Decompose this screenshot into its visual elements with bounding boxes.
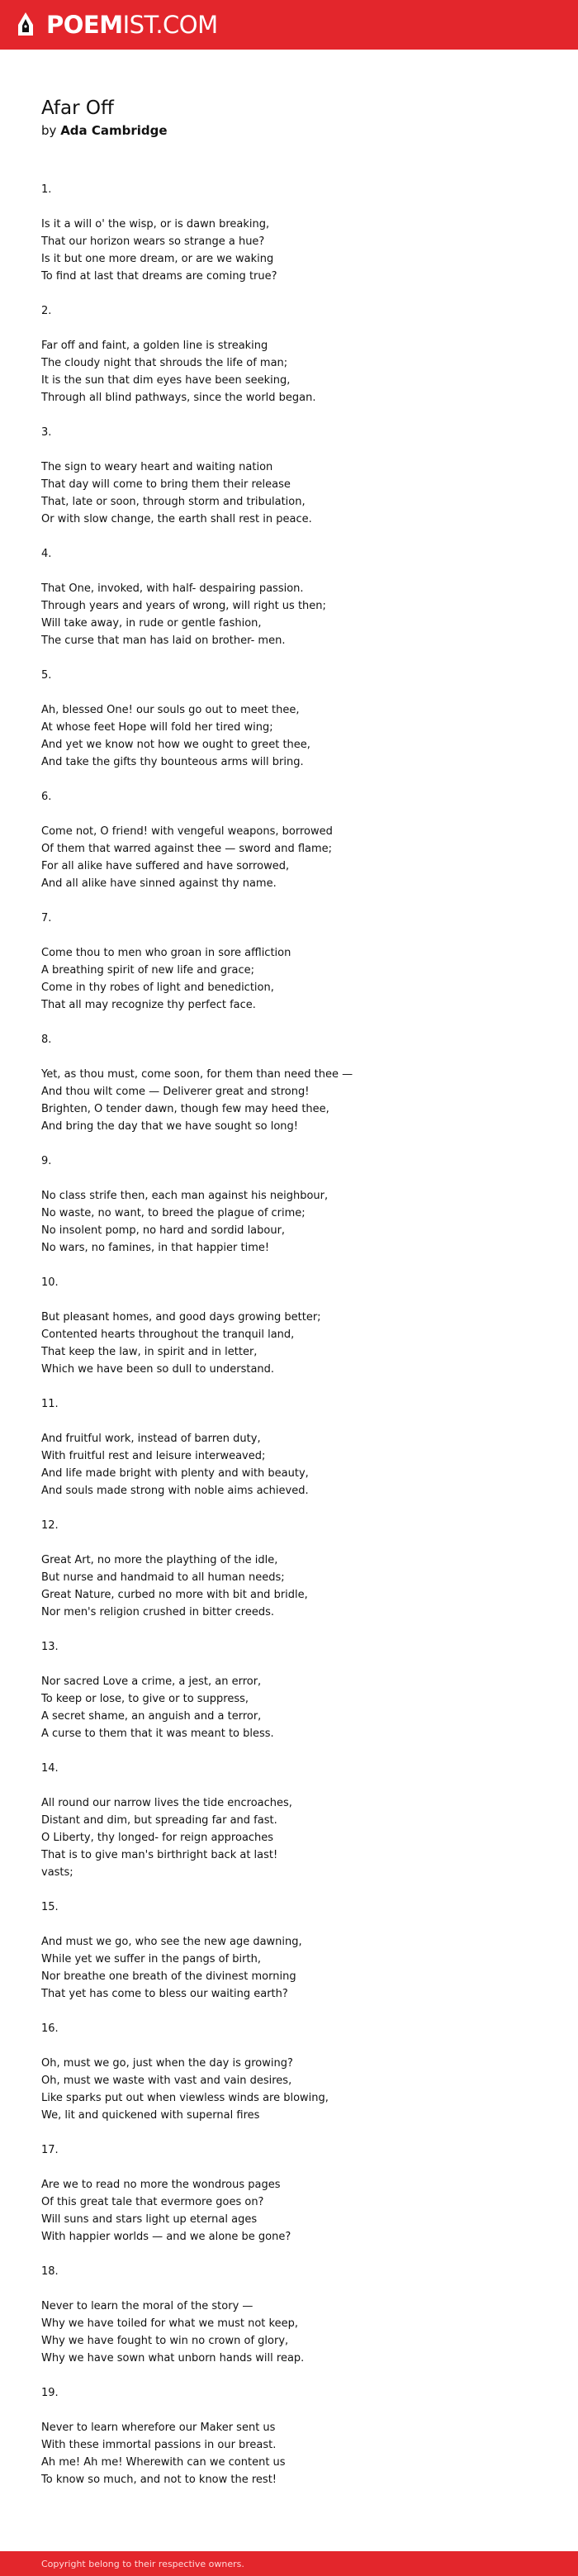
poem-line: That yet has come to bless our waiting earth? — [41, 1988, 288, 2000]
stanza — [41, 667, 553, 771]
poem-line: That our horizon wears so strange a hue? — [41, 235, 265, 248]
stanza-spacer — [41, 1048, 553, 1066]
logo-bold-text: POEM — [46, 11, 123, 39]
poem-body — [41, 181, 553, 2506]
poem-line: Nor breathe one breath of the divinest morning — [41, 1970, 296, 1983]
poem-line: Or with slow change, the earth shall rest in peace. — [41, 513, 312, 525]
stanza-spacer — [41, 1916, 553, 1933]
stanza — [41, 2020, 553, 2124]
poem-line: Of them that warred against thee — sword and flame; — [41, 843, 333, 855]
stanza-number: 12. — [41, 1519, 59, 1532]
poem-line: Come thou to men who groan in sore affliction — [41, 947, 291, 959]
poem-line: vasts; — [41, 1866, 73, 1879]
stanza-spacer — [41, 2159, 553, 2176]
poem-line: To keep or lose, to give or to suppress, — [41, 1693, 249, 1705]
poem-line: While yet we suffer in the pangs of birth, — [41, 1953, 261, 1965]
poem-line: Which we have been so dull to understand. — [41, 1363, 275, 1376]
poem-line: That is to give man's birthright back at last! — [41, 1849, 278, 1861]
poem-line: No class strife then, each man against his neighbour, — [41, 1190, 329, 1202]
poem-line: Through all blind pathways, since the world began. — [41, 392, 316, 404]
author-link[interactable]: Ada Cambridge — [60, 123, 168, 138]
stanza-number: 3. — [41, 426, 52, 439]
poem-line: For all alike have suffered and have sorrowed, — [41, 860, 290, 872]
stanza-spacer — [41, 1534, 553, 1552]
poem-line: The sign to weary heart and waiting nation — [41, 461, 273, 473]
poem-line: No wars, no famines, in that happier time! — [41, 1242, 270, 1254]
stanza — [41, 424, 553, 528]
stanza-spacer — [41, 1413, 553, 1430]
poem-line: Oh, must we waste with vast and vain desires, — [41, 2075, 292, 2087]
poem-line: Come in thy robes of light and benediction, — [41, 981, 274, 994]
poem-line: Contented hearts throughout the tranquil land, — [41, 1328, 295, 1341]
poem-line: But nurse and handmaid to all human needs; — [41, 1571, 285, 1584]
poem-line: To know so much, and not to know the rest! — [41, 2474, 277, 2486]
stanza — [41, 1274, 553, 1378]
poem-line: Is it a will o' the wisp, or is dawn breaking, — [41, 218, 270, 231]
poem-line: Through years and years of wrong, will right us then; — [41, 600, 326, 612]
poem-line: Nor sacred Love a crime, a jest, an error, — [41, 1675, 262, 1688]
stanza — [41, 1899, 553, 2003]
stanza-number: 16. — [41, 2022, 59, 2035]
stanza-number: 17. — [41, 2144, 59, 2156]
poem-line: That One, invoked, with half- despairing passion. — [41, 582, 304, 595]
copyright-text: Copyright belong to their respective owners. — [41, 2559, 244, 2569]
stanza — [41, 1031, 553, 1135]
stanza-number: 13. — [41, 1641, 59, 1653]
stanza-spacer — [41, 1170, 553, 1187]
poem-line: Great Nature, curbed no more with bit and bridle, — [41, 1589, 308, 1601]
stanza-spacer — [41, 441, 553, 459]
poem-line: With happier worlds — and we alone be gone? — [41, 2231, 291, 2243]
stanza-spacer — [41, 2037, 553, 2055]
stanza-spacer — [41, 927, 553, 944]
stanza — [41, 1153, 553, 1257]
poem-line: But pleasant homes, and good days growing better; — [41, 1311, 321, 1324]
poem-line: Yet, as thou must, come soon, for them than need thee — — [41, 1068, 353, 1081]
poem-line: No waste, no want, to breed the plague of crime; — [41, 1207, 306, 1219]
poem-title: Afar Off — [41, 97, 114, 119]
poem-line: Will suns and stars light up eternal ages — [41, 2213, 258, 2226]
stanza — [41, 302, 553, 406]
poem-line: At whose feet Hope will fold her tired wing; — [41, 721, 273, 734]
poem-line: And must we go, who see the new age dawning, — [41, 1936, 302, 1948]
stanza-number: 7. — [41, 912, 52, 924]
poem-line: Why we have toiled for what we must not keep, — [41, 2317, 298, 2330]
poem-byline — [41, 122, 537, 139]
stanza-number: 1. — [41, 183, 52, 196]
stanza-number: 2. — [41, 305, 52, 317]
stanza-spacer — [41, 1291, 553, 1309]
stanza — [41, 1517, 553, 1621]
stanza — [41, 910, 553, 1014]
stanza-spacer — [41, 320, 553, 337]
poem-line: Like sparks put out when viewless winds are blowing, — [41, 2092, 329, 2104]
poem-line: We, lit and quickened with supernal fires — [41, 2109, 260, 2122]
stanza-spacer — [41, 1656, 553, 1673]
stanza-number: 9. — [41, 1155, 52, 1167]
stanza-spacer — [41, 1777, 553, 1794]
stanza-number: 5. — [41, 669, 52, 682]
stanza-spacer — [41, 2280, 553, 2298]
stanza — [41, 545, 553, 649]
logo-wordmark — [46, 11, 218, 39]
poem-line: Distant and dim, but spreading far and fast. — [41, 1814, 277, 1827]
poem-line: That, late or soon, through storm and tribulation, — [41, 496, 306, 508]
poem-line: Are we to read no more the wondrous pages — [41, 2179, 281, 2191]
poem-line: Oh, must we go, just when the day is growing? — [41, 2057, 293, 2070]
poem-line: Great Art, no more the plaything of the idle, — [41, 1554, 278, 1566]
logo-light-text: IST.COM — [122, 11, 218, 39]
poem-line: Far off and faint, a golden line is streaking — [41, 340, 268, 352]
poem-line: With fruitful rest and leisure interweaved; — [41, 1450, 266, 1462]
poem-line: Never to learn the moral of the story — — [41, 2300, 253, 2312]
stanza-number: 18. — [41, 2265, 59, 2278]
stanza — [41, 181, 553, 285]
pen-nib-icon — [17, 12, 35, 38]
poem-line: Never to learn wherefore our Maker sent us — [41, 2422, 276, 2434]
byline-prefix: by — [41, 123, 57, 138]
site-header — [0, 0, 578, 50]
poem-line: And all alike have sinned against thy name. — [41, 877, 277, 890]
stanza-spacer — [41, 684, 553, 701]
stanza — [41, 2263, 553, 2367]
poem-line: Come not, O friend! with vengeful weapons, borrowed — [41, 825, 333, 838]
stanza-number: 6. — [41, 791, 52, 803]
poem-line: Ah me! Ah me! Wherewith can we content us — [41, 2456, 286, 2469]
poem-line: And bring the day that we have sought so long! — [41, 1120, 298, 1133]
stanza-spacer — [41, 563, 553, 580]
poem-line: O Liberty, thy longed- for reign approaches — [41, 1832, 274, 1844]
stanza-number: 19. — [41, 2387, 59, 2399]
site-logo[interactable] — [17, 10, 218, 40]
poem-line: And souls made strong with noble aims achieved. — [41, 1485, 309, 1497]
stanza — [41, 2141, 553, 2246]
poem-line: Brighten, O tender dawn, though few may heed thee, — [41, 1103, 329, 1115]
stanza-spacer — [41, 2402, 553, 2419]
poem-line: And thou wilt come — Deliverer great and strong! — [41, 1086, 310, 1098]
poem-line: All round our narrow lives the tide encroaches, — [41, 1797, 292, 1809]
poem-line: Nor men's religion crushed in bitter creeds. — [41, 1606, 275, 1618]
poem-line: That all may recognize thy perfect face. — [41, 999, 256, 1011]
poem-line: With these immortal passions in our breast. — [41, 2439, 277, 2451]
poem-line: That keep the law, in spirit and in letter, — [41, 1346, 258, 1358]
stanza-number: 4. — [41, 548, 52, 560]
poem-line: The cloudy night that shrouds the life of man; — [41, 357, 288, 369]
stanza-spacer — [41, 198, 553, 216]
stanza — [41, 1760, 553, 1881]
poem-line: Why we have fought to win no crown of glory, — [41, 2335, 289, 2347]
stanza — [41, 1638, 553, 1742]
stanza — [41, 1395, 553, 1499]
poem-line: And life made bright with plenty and with beauty, — [41, 1467, 309, 1480]
poem-line: And take the gifts thy bounteous arms will bring. — [41, 756, 304, 768]
stanza-number: 11. — [41, 1398, 59, 1410]
poem-line: Of this great tale that evermore goes on? — [41, 2196, 264, 2208]
poem-line: Will take away, in rude or gentle fashion, — [41, 617, 262, 630]
stanza-spacer — [41, 806, 553, 823]
stanza-number: 10. — [41, 1276, 59, 1289]
poem-line: And fruitful work, instead of barren duty, — [41, 1433, 261, 1445]
poem-line: The curse that man has laid on brother- men. — [41, 634, 286, 647]
poem-line: That day will come to bring them their release — [41, 478, 291, 491]
stanza — [41, 788, 553, 892]
stanza-number: 14. — [41, 1762, 59, 1775]
poem-line: A curse to them that it was meant to bless. — [41, 1728, 274, 1740]
poem-line: Why we have sown what unborn hands will reap. — [41, 2352, 305, 2365]
poem-line: Is it but one more dream, or are we waking — [41, 253, 274, 265]
poem-line: A secret shame, an anguish and a terror, — [41, 1710, 262, 1723]
stanza-number: 15. — [41, 1901, 59, 1913]
poem-line: To find at last that dreams are coming true? — [41, 270, 277, 283]
site-footer — [0, 2551, 578, 2576]
stanza — [41, 2384, 553, 2488]
poem-header — [41, 96, 537, 139]
stanza-number: 8. — [41, 1034, 52, 1046]
poem-line: No insolent pomp, no hard and sordid labour, — [41, 1224, 286, 1237]
poem-line: It is the sun that dim eyes have been seeking, — [41, 374, 291, 387]
poem-line: Ah, blessed One! our souls go out to meet thee, — [41, 704, 300, 716]
poem-line: And yet we know not how we ought to greet thee, — [41, 739, 310, 751]
poem-line: A breathing spirit of new life and grace; — [41, 964, 254, 977]
